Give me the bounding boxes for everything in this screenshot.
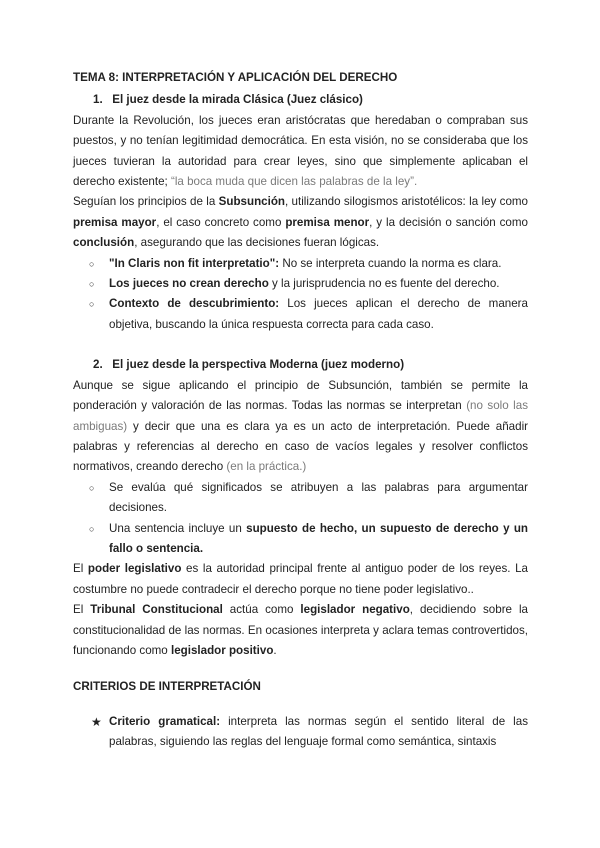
text: El [73, 562, 88, 576]
star-bullet-icon: ★ [91, 714, 102, 729]
text: Seguían los principios de la [73, 195, 219, 209]
list-item [89, 274, 528, 294]
text: Los jueces aplican el derecho de manera objetiva, buscando la única respuesta correcta para cada caso. [109, 297, 528, 331]
text: interpreta las normas según el sentido literal de las palabras, siguiendo las reglas del lenguaje formal como semántica, sintaxis [109, 714, 528, 749]
text: y la jurisprudencia no es fuente del derecho. [268, 277, 500, 291]
bold-text: Los jueces no crean derecho [109, 277, 269, 291]
section-1-heading-text: El juez desde la mirada Clásica (Juez clásico) [112, 93, 363, 107]
list-item [89, 478, 528, 519]
bold-text: poder legislativo [87, 562, 182, 576]
bold-text: premisa mayor [73, 215, 157, 229]
text: , y la decisión o sanción como [369, 215, 528, 229]
text: , utilizando silogismos aristotélicos: la ley como [284, 195, 529, 209]
bold-text: supuesto de hecho, un supuesto de derecho y un fallo o sentencia. [109, 521, 528, 555]
text: es la autoridad principal frente al antiguo poder de los reyes. La costumbre no puede contradecir el derecho porque no tiene poder legislativo.. [73, 562, 528, 596]
section-2-paragraph-2 [73, 559, 528, 600]
gray-note: (no solo las ambiguas) [73, 399, 528, 433]
section-1-paragraph-1 [73, 111, 528, 193]
text: No se interpreta cuando la norma es clara. [279, 256, 502, 270]
text: actúa como [222, 603, 301, 617]
circle-bullet-icon: ○ [89, 279, 95, 290]
bold-text: conclusión [73, 236, 135, 250]
text: Se evalúa qué significados se atribuyen a las palabras para argumentar decisiones. [109, 480, 528, 515]
text: Durante la Revolución, los jueces eran aristócratas que heredaban o compraban sus puestos, y no tenían legitimidad democrática. En esta visión, no se consideraba que los jueces tuvieran la autoridad para crear leyes, sino que simplemente aplicaban el derecho existente; [73, 113, 528, 189]
section-2-paragraph-1 [73, 376, 528, 478]
gray-note: (en la práctica.) [226, 460, 307, 474]
section-2-number: 2. [93, 358, 103, 372]
circle-bullet-icon: ○ [89, 482, 95, 493]
circle-bullet-icon: ○ [89, 299, 95, 310]
section-2-heading-text: El juez desde la perspectiva Moderna (juez moderno) [112, 358, 405, 372]
criteria-list [73, 712, 528, 753]
bold-text: Tribunal Constitucional [90, 603, 223, 617]
section-2-bullet-list [73, 478, 528, 560]
list-item [89, 294, 528, 335]
page-title: TEMA 8: INTERPRETACIÓN Y APLICACIÓN DEL DERECHO [73, 71, 398, 84]
section-1-heading [73, 90, 528, 110]
section-2-heading [73, 355, 528, 375]
bold-text: Subsunción [218, 195, 285, 209]
bold-text: Criterio gramatical: [109, 714, 221, 728]
section-1-bullet-list [73, 254, 528, 336]
criteria-title: CRITERIOS DE INTERPRETACIÓN [73, 680, 261, 694]
bold-text: legislador negativo [300, 603, 410, 617]
bold-text: premisa menor [285, 215, 370, 229]
text: , asegurando que las decisiones fueran lógicas. [134, 236, 380, 250]
text: Aunque se sigue aplicando el principio de Subsunción, también se permite la ponderación y valoración de las normas. Todas las normas se interpretan [73, 378, 528, 413]
text: , decidiendo sobre la constitucionalidad de las normas. En ocasiones interpreta y aclara temas controvertidos, funcionando como [73, 603, 528, 657]
bold-text: Contexto de descubrimiento: [109, 297, 280, 311]
circle-bullet-icon: ○ [89, 258, 95, 269]
section-2-paragraph-3 [73, 600, 528, 661]
section-1-paragraph-2 [73, 192, 528, 253]
bold-text: legislador positivo [170, 643, 274, 657]
text: , el caso concreto como [156, 215, 286, 229]
spacer [73, 335, 528, 355]
text: . [273, 643, 277, 657]
circle-bullet-icon: ○ [89, 523, 95, 534]
text: y decir que una es clara ya es un acto de interpretación. Puede añadir palabras y referencias al derecho en caso de vacíos legales y resolver conflictos normativos, creando derecho [73, 419, 528, 474]
section-1-number: 1. [93, 93, 103, 107]
text: El [73, 603, 91, 617]
quote: “la boca muda que dicen las palabras de la ley”. [170, 175, 418, 189]
list-item [89, 254, 528, 274]
list-item [89, 519, 528, 560]
list-item [91, 712, 528, 753]
text: Una sentencia incluye un [109, 521, 247, 535]
bold-text: "In Claris non fit interpretatio": [109, 256, 280, 270]
